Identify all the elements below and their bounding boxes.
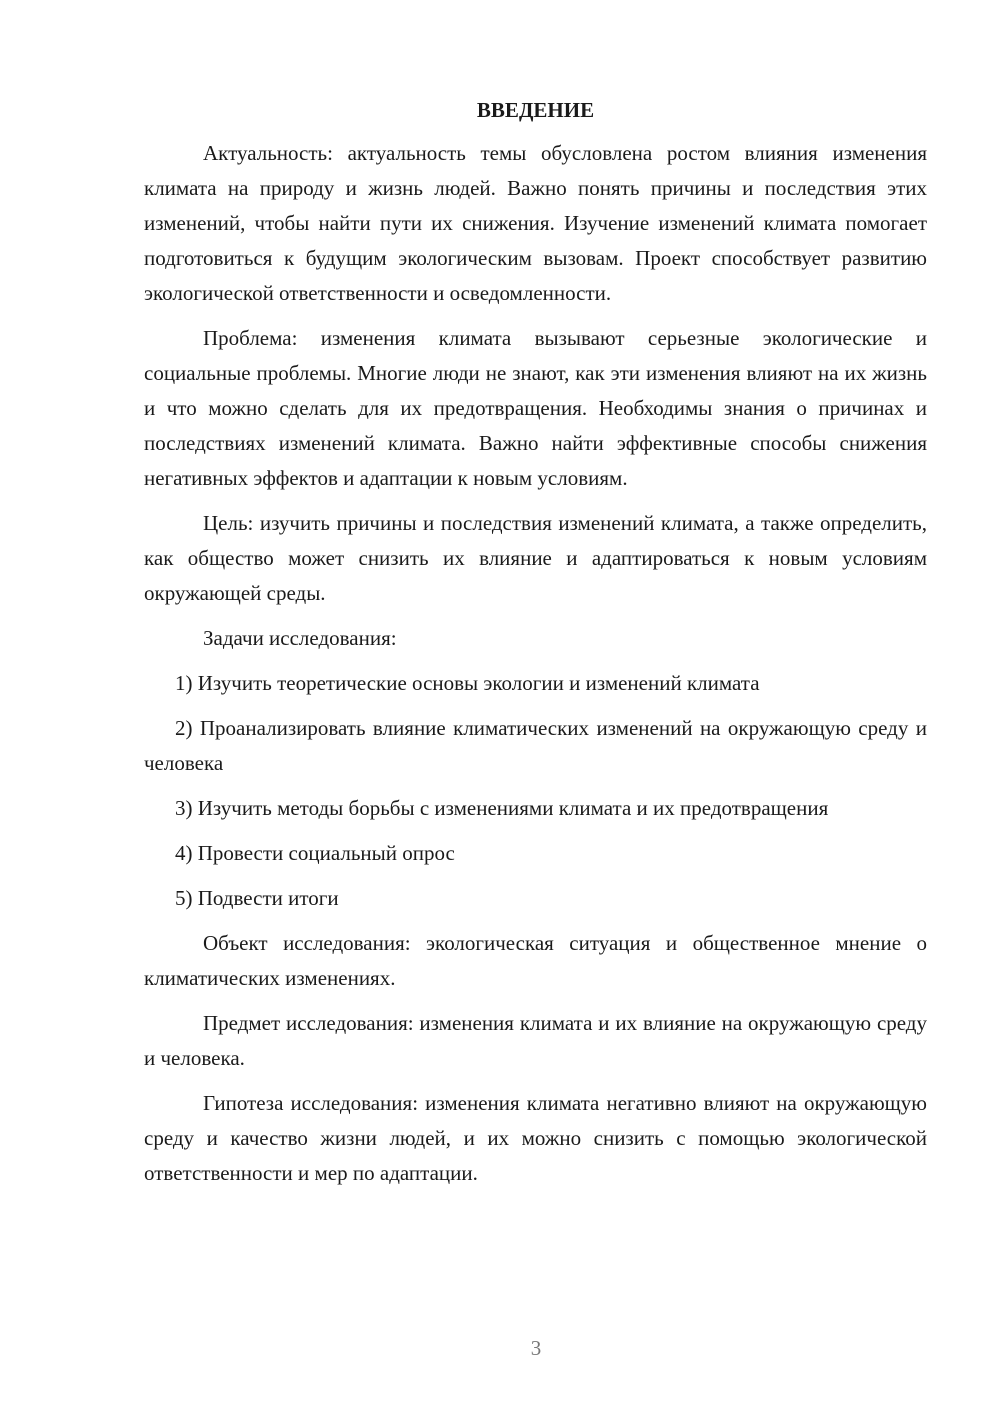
tasks-heading: Задачи исследования:	[203, 626, 397, 650]
page-number: 3	[530, 1336, 542, 1360]
paragraph-goal: Цель: изучить причины и последствия изменений климата, а также определить, как общество может снизить их влияние и адаптироваться к новым условиям окружающей среды.	[144, 511, 927, 605]
list-item: 4) Провести социальный опрос	[175, 841, 455, 865]
paragraph-subject: Предмет исследования: изменения климата и их влияние на окружающую среду и человека.	[144, 1011, 927, 1070]
paragraph-problem: Проблема: изменения климата вызывают серьезные экологические и социальные проблемы. Многие люди не знают, как эти изменения влияют на их жизнь и что можно сделать для их предотвращения. Необходимы знания о причинах и последствиях изменений климата. Важно найти эффективные способы снижения негативных эффектов и адаптации к новым условиям.	[144, 326, 927, 490]
tasks-list	[144, 666, 927, 916]
list-item: 3) Изучить методы борьбы с изменениями климата и их предотвращения	[175, 796, 829, 820]
page-content	[144, 96, 927, 1201]
paragraph-relevance: Актуальность: актуальность темы обусловлена ростом влияния изменения климата на природу и жизнь людей. Важно понять причины и последствия этих изменений, чтобы найти пути их снижения. Изучение изменений климата помогает подготовиться к будущим экологическим вызовам. Проект способствует развитию экологической ответственности и осведомленности.	[144, 141, 927, 305]
list-item: 1) Изучить теоретические основы экологии и изменений климата	[175, 671, 760, 695]
list-item: 5) Подвести итоги	[175, 886, 339, 910]
section-title: ВВЕДЕНИЕ	[476, 98, 595, 122]
paragraph-hypothesis: Гипотеза исследования: изменения климата негативно влияют на окружающую среду и качество жизни людей, и их можно снизить с помощью экологической ответственности и мер по адаптации.	[144, 1091, 927, 1185]
paragraph-object: Объект исследования: экологическая ситуация и общественное мнение о климатических изменениях.	[144, 931, 927, 990]
list-item: 2) Проанализировать влияние климатических изменений на окружающую среду и человека	[144, 716, 927, 775]
